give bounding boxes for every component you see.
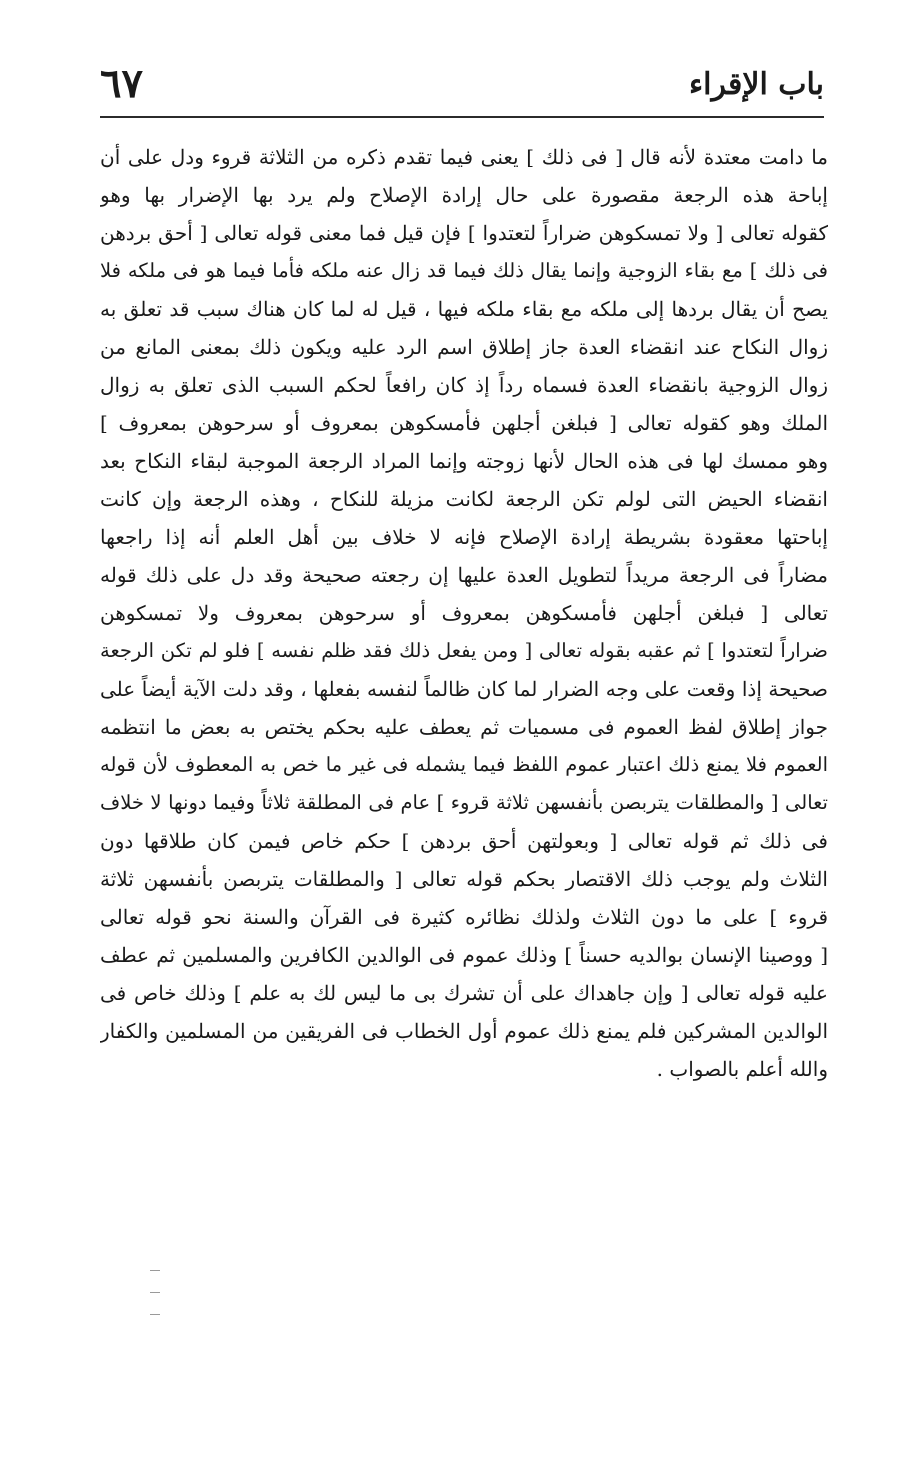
text-line: إباحتها معقودة بشريطة إرادة الإصلاح فإنه لا خلاف بين أهل العلم أنه إذا راجعها <box>100 525 828 549</box>
text-line: فى ذلك ] مع بقاء الزوجية وإنما يقال ذلك فيما قد زال عنه ملكه فأما فيما هو فى ملكه فلا <box>100 259 828 282</box>
header-divider <box>100 116 824 118</box>
text-line: إباحة هذه الرجعة مقصورة على حال إرادة الإصلاح ولم يرد بها الإضرار بها وهو <box>100 183 828 207</box>
text-line: وهو ممسك لها فى هذه الحال لأنها زوجته وإنما المراد الرجعة الموجبة لبقاء النكاح بعد <box>100 449 828 473</box>
text-line: الثلاث ولم يوجب ذلك الاقتصار بحكم قوله تعالى [ والمطلقات يتربصن بأنفسهن ثلاثة <box>100 867 828 891</box>
scan-speck <box>150 1270 160 1271</box>
scan-specks <box>150 1262 162 1322</box>
text-line: زوال النكاح عند انقضاء العدة جاز إطلاق اسم الرد عليه ويكون ذلك بمعنى المانع من <box>100 335 828 359</box>
text-line: جواز إطلاق لفظ العموم فى مسميات ثم يعطف عليه بحكم يختص به بعض ما انتظمه <box>100 715 828 739</box>
scan-speck <box>150 1292 160 1293</box>
text-line: تعالى [ فبلغن أجلهن فأمسكوهن بمعروف أو سرحوهن بمعروف ولا تمسكوهن <box>100 601 828 625</box>
text-line: كقوله تعالى [ ولا تمسكوهن ضراراً لتعتدوا ] فإن قيل فما معنى قوله تعالى [ أحق بردهن <box>100 221 828 245</box>
text-line: [ ووصينا الإنسان بوالديه حسناً ] وذلك عموم فى الوالدين الكافرين والمسلمين ثم عطف <box>100 943 828 967</box>
page-header <box>100 62 824 122</box>
text-line: زوال الزوجية بانقضاء العدة فسماه رداً إذ كان رافعاً لحكم السبب الذى تعلق به زوال <box>100 373 828 397</box>
page-number: ٦٧ <box>100 60 143 107</box>
body-text <box>100 138 828 1088</box>
text-line: صحيحة إذا وقعت على وجه الضرار لما كان ظالماً لنفسه بفعلها ، وقد دلت الآية أيضاً على <box>100 677 828 701</box>
scan-speck <box>150 1314 160 1315</box>
text-line: تعالى [ والمطلقات يتربصن بأنفسهن ثلاثة قروء ] عام فى المطلقة ثلاثاً وفيما دونها لا خلاف <box>100 791 828 814</box>
text-line: ما دامت معتدة لأنه قال [ فى ذلك ] يعنى فيما تقدم ذكره من الثلاثة قروء ودل على أن <box>100 145 828 169</box>
text-line: يصح أن يقال بردها إلى ملكه مع بقاء ملكه فيها ، قيل له لما كان هناك سبب قد تعلق به <box>100 297 828 321</box>
text-line: العموم فلا يمنع ذلك اعتبار عموم اللفظ فيما يشمله فى غير ما خص به المعطوف لأن قوله <box>100 753 828 776</box>
text-line: فى ذلك ثم قوله تعالى [ وبعولتهن أحق بردهن ] حكم خاص فيمن كان طلاقها دون <box>100 829 828 853</box>
text-line: والله أعلم بالصواب . <box>656 1057 828 1081</box>
chapter-title: باب الإقراء <box>689 67 824 102</box>
text-line: عليه قوله تعالى [ وإن جاهداك على أن تشرك بى ما ليس لك به علم ] وذلك خاص فى <box>100 981 828 1005</box>
text-line: الملك وهو كقوله تعالى [ فبلغن أجلهن فأمسكوهن بمعروف أو سرحوهن بمعروف ] <box>100 411 828 435</box>
text-line: قروء ] على ما دون الثلاث ولذلك نظائره كثيرة فى القرآن والسنة نحو قوله تعالى <box>100 905 828 929</box>
text-line: الوالدين المشركين فلم يمنع ذلك عموم أول الخطاب فى الفريقين من المسلمين والكفار <box>100 1019 828 1043</box>
text-line: ضراراً لتعتدوا ] ثم عقبه بقوله تعالى [ ومن يفعل ذلك فقد ظلم نفسه ] فلو لم تكن الرجعة <box>100 639 828 662</box>
text-line: مضاراً فى الرجعة مريداً لتطويل العدة عليها إن رجعته صحيحة وقد دل على ذلك قوله <box>100 563 828 587</box>
text-line: انقضاء الحيض التى لولم تكن الرجعة لكانت مزيلة للنكاح ، وهذه الرجعة وإن كانت <box>100 487 828 511</box>
